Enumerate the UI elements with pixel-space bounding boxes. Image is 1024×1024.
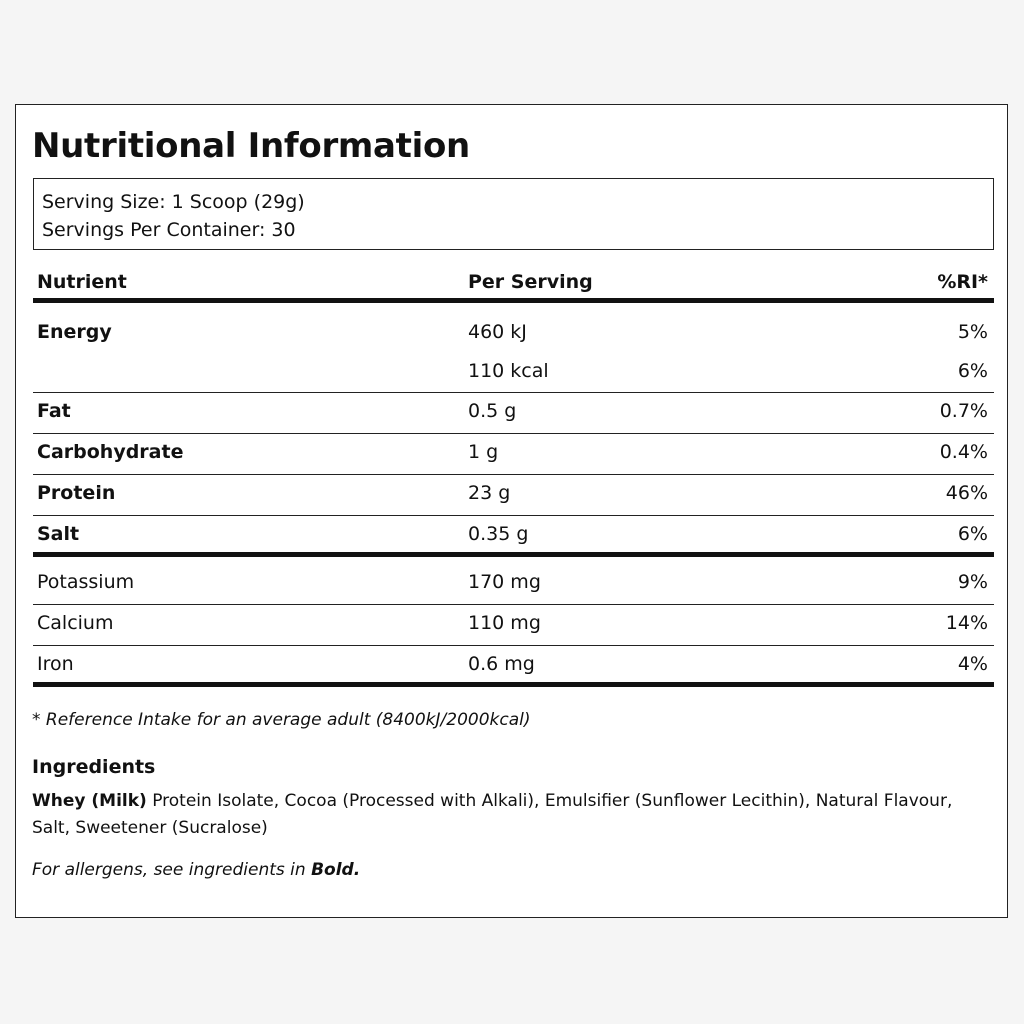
nutrient-name: Salt	[37, 523, 80, 545]
ri-value: 46%	[945, 482, 988, 504]
header-ri: %RI*	[937, 271, 988, 293]
allergen-note-text: For allergens, see ingredients in	[32, 860, 312, 880]
page-title: Nutritional Information	[32, 126, 470, 166]
nutrient-name: Protein	[37, 482, 116, 504]
ingredients-heading: Ingredients	[32, 756, 156, 778]
per-serving-value: 170 mg	[468, 571, 541, 593]
ri-value: 6%	[957, 523, 988, 545]
table-row	[33, 605, 994, 646]
reference-intake-footnote: * Reference Intake for an average adult (8400kJ/2000kcal)	[32, 710, 531, 730]
servings-per-container: Servings Per Container: 30	[42, 219, 296, 241]
per-serving-value: 23 g	[468, 482, 511, 504]
nutrient-name: Potassium	[37, 571, 135, 593]
serving-size: Serving Size: 1 Scoop (29g)	[42, 191, 305, 213]
table-row	[33, 646, 994, 687]
ri-value: 4%	[957, 653, 988, 675]
ingredients-list	[32, 788, 987, 842]
per-serving-value: 110 mg	[468, 612, 541, 634]
table-row-energy	[33, 303, 994, 393]
ri-value: 0.7%	[939, 400, 988, 422]
ri-value: 6%	[957, 360, 988, 382]
per-serving-value: 0.6 mg	[468, 653, 535, 675]
nutrient-name: Iron	[37, 653, 74, 675]
table-row	[33, 516, 994, 557]
ri-value: 9%	[957, 571, 988, 593]
per-serving-value: 1 g	[468, 441, 499, 463]
header-nutrient: Nutrient	[37, 271, 127, 293]
per-serving-value: 460 kJ	[468, 321, 527, 343]
nutrient-name: Carbohydrate	[37, 441, 184, 463]
nutrition-panel	[15, 104, 1008, 918]
per-serving-value: 110 kcal	[468, 360, 549, 382]
ri-value: 5%	[957, 321, 988, 343]
ingredients-text: Protein Isolate, Cocoa (Processed with Alkali), Emulsifier (Sunflower Lecithin), Natural Flavour, Salt, Sweetener (Sucralose)	[32, 791, 953, 838]
nutrient-name: Calcium	[37, 612, 114, 634]
allergen-ingredient: Whey (Milk)	[32, 791, 147, 811]
table-row	[33, 393, 994, 434]
per-serving-value: 0.35 g	[468, 523, 529, 545]
allergen-note	[32, 860, 360, 880]
ri-value: 0.4%	[939, 441, 988, 463]
serving-info-box	[33, 178, 994, 250]
nutrient-name: Energy	[37, 321, 112, 343]
nutrition-table	[33, 263, 994, 687]
table-row	[33, 475, 994, 516]
table-row	[33, 434, 994, 475]
per-serving-value: 0.5 g	[468, 400, 517, 422]
allergen-note-bold: Bold.	[311, 860, 361, 880]
nutrient-name: Fat	[37, 400, 71, 422]
table-header	[33, 263, 994, 303]
table-row	[33, 557, 994, 605]
header-per-serving: Per Serving	[468, 271, 593, 293]
ri-value: 14%	[945, 612, 988, 634]
